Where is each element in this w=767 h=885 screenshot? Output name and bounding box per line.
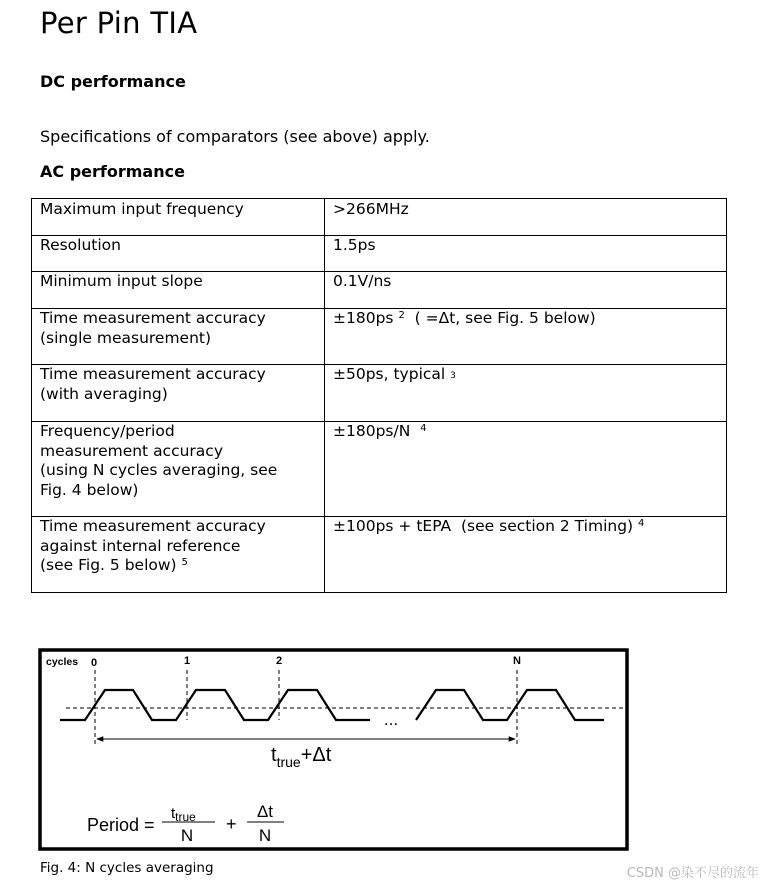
fraction-1-numerator: $t_{true}$ bbox=[171, 805, 196, 824]
cycles-label: cycles bbox=[46, 656, 79, 668]
n-cycles-averaging-figure bbox=[38, 648, 629, 851]
table-row bbox=[32, 365, 727, 422]
period-label: Period = bbox=[87, 815, 155, 835]
row-value: >266MHz bbox=[325, 199, 727, 236]
row-value: 0.1V/ns bbox=[325, 272, 727, 309]
ac-spec-table bbox=[31, 198, 727, 593]
table-row bbox=[32, 272, 727, 309]
row-label: Time measurement accuracy against internal reference (see Fig. 5 below) $^5$ bbox=[32, 517, 325, 593]
watermark: CSDN @染不尽的流年 bbox=[626, 866, 759, 881]
row-label: Maximum input frequency bbox=[32, 199, 325, 236]
table-row bbox=[32, 309, 727, 365]
ac-heading: AC performance bbox=[40, 162, 185, 181]
timing-diagram bbox=[38, 648, 629, 851]
fraction-2-denominator: N bbox=[258, 826, 272, 845]
table-row bbox=[32, 422, 727, 517]
row-value: ±50ps, typical 3 bbox=[325, 365, 727, 422]
figure-caption: Fig. 4: N cycles averaging bbox=[40, 860, 214, 876]
dc-heading: DC performance bbox=[40, 72, 186, 91]
row-label: Minimum input slope bbox=[32, 272, 325, 309]
table-row bbox=[32, 517, 727, 593]
row-value: ±100ps + tEPA (see section 2 Timing) $^4$ bbox=[325, 517, 727, 593]
cycle-marker-n: N bbox=[513, 655, 521, 667]
row-value: 1.5ps bbox=[325, 236, 727, 272]
cycle-marker-1: 1 bbox=[183, 655, 191, 667]
fraction-2-numerator: Δt bbox=[256, 802, 274, 821]
ellipsis: ... bbox=[383, 710, 399, 729]
fraction-1-denominator: N bbox=[180, 826, 194, 845]
page-title: Per Pin TIA bbox=[40, 6, 198, 40]
row-value: ±180ps/N $^4$ bbox=[325, 422, 727, 517]
row-label: Resolution bbox=[32, 236, 325, 272]
row-value: ±180ps $^2$ ( =Δt, see Fig. 5 below) bbox=[325, 309, 727, 365]
plus-sign: + bbox=[226, 814, 237, 834]
row-label: Time measurement accuracy (with averaging) bbox=[32, 365, 325, 422]
span-label: $t_{true}+\Delta t$ bbox=[271, 744, 332, 770]
table-row bbox=[32, 199, 727, 236]
row-label: Frequency/period measurement accuracy (using N cycles averaging, see Fig. 4 below) bbox=[32, 422, 325, 517]
row-label: Time measurement accuracy (single measurement) bbox=[32, 309, 325, 365]
dc-text: Specifications of comparators (see above) apply. bbox=[40, 127, 430, 146]
table-row bbox=[32, 236, 727, 272]
cycle-marker-2: 2 bbox=[275, 655, 283, 667]
cycle-marker-0: 0 bbox=[90, 657, 98, 669]
